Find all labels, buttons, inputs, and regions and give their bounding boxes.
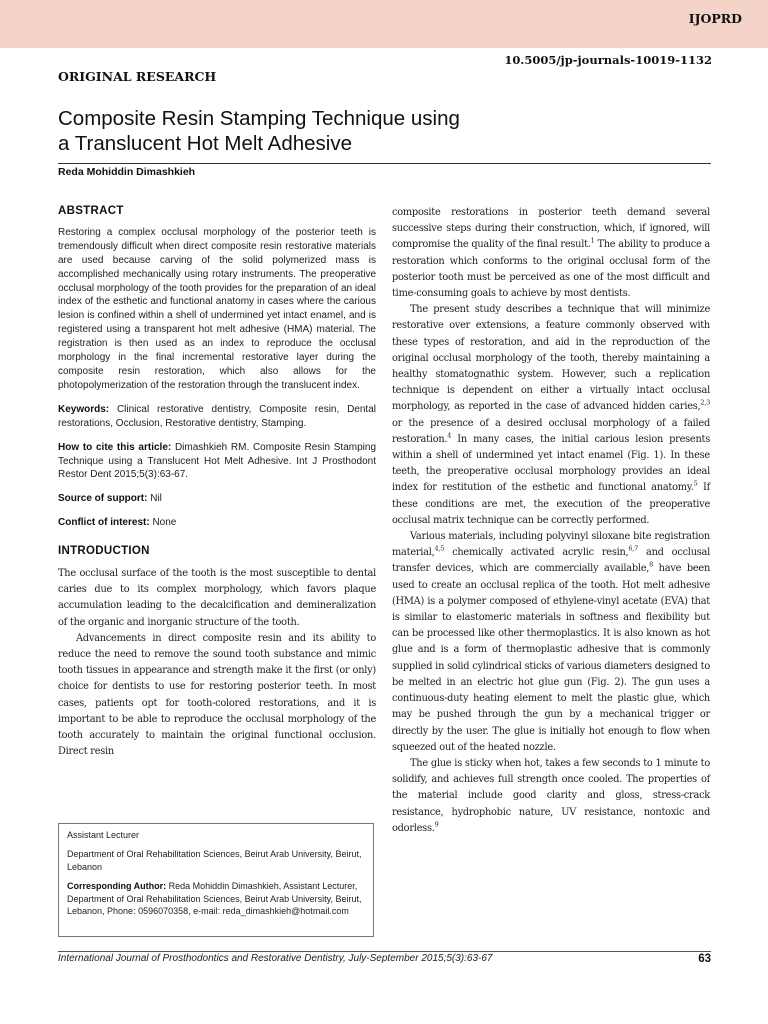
author-name: Reda Mohiddin Dimashkieh bbox=[58, 166, 196, 178]
text-run: composite restorations in posterior teeth demand several successive steps during their construction, which, if ignored, will compromise the quality of the final result. bbox=[392, 207, 710, 251]
intro-paragraph-2: Advancements in direct composite resin and its ability to reduce the need to remove the sound tooth substance and mimic tooth tissues in appearance and strength make it the first (or only) choice for dentists to use for restoring posterior teeth. In most cases, patients opt for tooth-colored restorations, and it is important to be able to reproduce the occlusal morphology of the tooth accurately to maintain the original functional occlusion. Direct resin bbox=[58, 632, 376, 758]
journal-tag: IJOPRD bbox=[688, 11, 742, 26]
text-run: and occlusal transfer devices, which are commercially available, bbox=[392, 547, 711, 575]
conflict-label: Conflict of interest: bbox=[58, 517, 150, 529]
text-run: Various materials, including polyvinyl siloxane bite registration material, bbox=[392, 531, 710, 559]
author-department: Department of Oral Rehabilitation Sciences, Beirut Arab University, Beirut, Lebanon bbox=[67, 849, 362, 872]
citation-ref: 9 bbox=[434, 820, 439, 829]
text-run: The present study describes a technique that will minimize restorative over extensions, a feature commonly observed with these types of restoration, and aid in the reproduction of the original occlusal morphology of the tooth, thereby maintaining a healthy stomatognathic system. However, such a replication technique is dependent on either a virtually intact occlusal morphology, as reported in the case of advanced hidden caries, bbox=[392, 304, 710, 413]
text-run: or the presence of a desired occlusal morphology of a failed restoration. bbox=[392, 417, 710, 445]
text-run: If these conditions are met, the execution of the preoperative occlusal matrix technique can be correctly performed. bbox=[392, 482, 710, 526]
body-paragraph-2 bbox=[392, 302, 710, 529]
affiliation-box bbox=[58, 823, 374, 937]
body-paragraph-3 bbox=[392, 529, 710, 756]
introduction-heading: INTRODUCTION bbox=[58, 545, 150, 558]
header-band bbox=[0, 0, 768, 48]
footer-divider bbox=[58, 951, 711, 952]
conflict-of-interest bbox=[58, 516, 376, 530]
abstract-heading: ABSTRACT bbox=[58, 205, 124, 217]
text-run: In many cases, the initial carious lesion presents within a shell of undermined yet intact enamel (Fig. 1). In these teeth, the preoperative occlusal morphology provides an ideal index for restitution of the esthetic and functional anatomy. bbox=[392, 433, 710, 494]
corresponding-label: Corresponding Author: bbox=[67, 881, 167, 892]
text-run: The ability to produce a restoration which conforms to the original occlusal form of the posterior tooth must be perceived as one of the most difficult and time-consuming goals to achieve by most dentists. bbox=[392, 239, 711, 300]
citation-label: How to cite this article: bbox=[58, 441, 172, 453]
footer-journal: International Journal of Prosthodontics and Restorative Dentistry, July-September 2015;5(3):63-67 bbox=[58, 953, 493, 964]
left-column bbox=[58, 205, 376, 760]
text-run: have been used to create an occlusal replica of the tooth. Hot melt adhesive (HMA) is a polymer composed of ethylene-vinyl acetate (EVA) that is similar to elastomeric materials in softness and flexibility but can be processed like other thermoplastics. It is also known as hot glue and is a form of thermoplastic adhesive that is commonly supplied in solid cylindrical sticks of various diameters designed to be melted in an electric hot glue gun (Fig. 2). The gun uses a continuous-duty heating element to melt the plastic glue, which may be pushed through the gun by a mechanical trigger or directly by the user. The glue is initially hot enough to flow when squeezed out of the heated nozzle. bbox=[392, 563, 710, 753]
body-paragraph-4 bbox=[392, 756, 710, 837]
right-column bbox=[392, 205, 710, 837]
conflict-text: None bbox=[149, 517, 177, 529]
citation bbox=[58, 441, 376, 483]
corresponding-author bbox=[67, 880, 365, 917]
abstract-text: Restoring a complex occlusal morphology of the posterior teeth is tremendously difficult when direct composite resin restorative materials are used because carving of the solid polymerized mass is accomplished mechanically using rotary instruments. The preoperative occlusal morphology of the tooth provides for the preparation of an ideal index of the esthetic and functional anatomy in cases where the carious lesion is confined within a shell of undermined yet intact enamel, and is registered using a transparent hot melt adhesive (HMA) material. The registration is then used as an index to reproduce the occlusal morphology in the final incremental restorative layer during the composite resin restoration, which also allows for the photopolymerization of the restoration through the translucent index. bbox=[58, 226, 376, 391]
support-text: Nil bbox=[147, 493, 162, 505]
citation-ref: 2,3 bbox=[700, 399, 710, 408]
article-title bbox=[58, 106, 658, 156]
title-line-2: a Translucent Hot Melt Adhesive bbox=[58, 132, 352, 155]
author-position: Assistant Lecturer bbox=[67, 830, 140, 840]
corresponding-text: Reda Mohiddin Dimashkieh, Assistant Lecturer, Department of Oral Rehabilitation Sciences, Beirut Arab University, Beirut, Lebanon, Phone: 0596070358, e-mail: reda_dimashkieh@hotmail.com bbox=[67, 881, 362, 917]
text-run: chemically activated acrylic resin, bbox=[444, 547, 629, 559]
text-run: The glue is sticky when hot, takes a few seconds to 1 minute to solidify, and achieves full strength once cooled. The properties of the material include good clarity and gloss, stress-crack resistance, hydrophobic nature, UV resistance, nontoxic and odorless. bbox=[392, 757, 710, 834]
citation-ref: 1 bbox=[590, 237, 595, 246]
citation-ref: 5 bbox=[693, 480, 698, 489]
keywords-text: Clinical restorative dentistry, Composite resin, Dental restorations, Occlusion, Restorative dentistry, Stamping. bbox=[58, 403, 376, 429]
doi[interactable]: 10.5005/jp-journals-10019-1132 bbox=[504, 53, 712, 67]
citation-ref: 8 bbox=[649, 561, 654, 570]
citation-ref: 4,5 bbox=[434, 545, 445, 553]
support-label: Source of support: bbox=[58, 493, 148, 505]
intro-paragraph-1: The occlusal surface of the tooth is the most susceptible to dental caries due to its complex morphology, which favors plaque accumulation leading to the decalcification and demineralization of the organic and inorganic structure of the tooth. bbox=[58, 568, 376, 628]
citation-text: Dimashkieh RM. Composite Resin Stamping Technique using a Translucent Hot Melt Adhesive. Int J Prosthodont Restor Dent 2015;5(3):63-67. bbox=[58, 441, 377, 481]
keywords bbox=[58, 403, 376, 431]
citation-ref: 6,7 bbox=[628, 545, 639, 553]
title-line-1: Composite Resin Stamping Technique using bbox=[58, 107, 460, 130]
title-divider bbox=[58, 163, 711, 164]
body-paragraph-1 bbox=[392, 205, 710, 302]
source-of-support bbox=[58, 492, 376, 506]
citation-ref: 4 bbox=[447, 431, 452, 440]
page-number: 63 bbox=[698, 953, 711, 965]
keywords-label: Keywords: bbox=[58, 403, 110, 415]
section-type: ORIGINAL RESEARCH bbox=[58, 69, 217, 84]
